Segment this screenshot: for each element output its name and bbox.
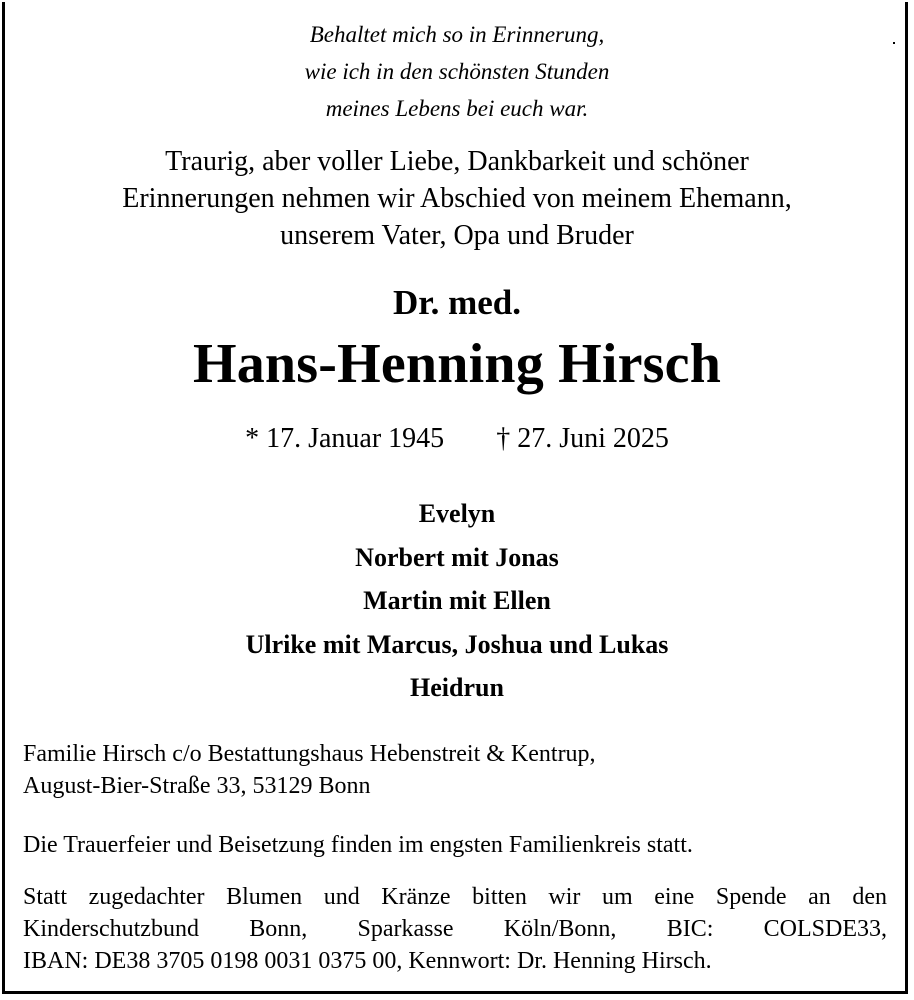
intro-line: Traurig, aber voller Liebe, Dankbarkeit und schöner [165,146,749,177]
address-line: Familie Hirsch c/o Bestattungshaus Hebenstreit & Kentrup, [23,741,596,767]
life-dates [0,421,914,457]
mourner-entry: Evelyn [418,499,496,528]
mourner-entry: Heidrun [410,673,504,702]
intro-line: Erinnerungen nehmen wir Abschied von meinem Ehemann, [122,183,792,214]
death-date: † 27. Juni 2025 [496,423,669,454]
intro-line: unserem Vater, Opa und Bruder [280,220,634,251]
address-line: August-Bier-Straße 33, 53129 Bonn [23,773,371,799]
donation-request [23,881,887,977]
service-note: Die Trauerfeier und Beisetzung finden im engsten Familienkreis statt. [23,832,693,858]
mourner-entry: Ulrike mit Marcus, Joshua und Lukas [245,629,669,659]
motto-line: meines Lebens bei euch war. [325,96,589,121]
deceased-name: Hans-Henning Hirsch [192,333,722,395]
memorial-motto [0,16,914,127]
contact-address [23,738,887,802]
motto-line: Behaltet mich so in Erinnerung, [309,22,605,47]
mourners-list [0,492,914,710]
farewell-intro [0,143,914,254]
birth-date: * 17. Januar 1945 [245,423,445,454]
donation-line: IBAN: DE38 3705 0198 0031 0375 00, Kennwort: Dr. Henning Hirsch. [23,948,712,974]
donation-line: Statt zugedachter Blumen und Kränze bitten wir um eine Spende an den [23,884,887,910]
mourner-entry: Martin mit Ellen [363,586,551,615]
academic-title: Dr. med. [392,283,521,322]
mourner-entry: Norbert mit Jonas [355,542,559,572]
motto-line: wie ich in den schönsten Stunden [304,59,610,84]
donation-line: Kinderschutzbund Bonn, Sparkasse Köln/Bonn, BIC: COLSDE33, [23,916,887,942]
